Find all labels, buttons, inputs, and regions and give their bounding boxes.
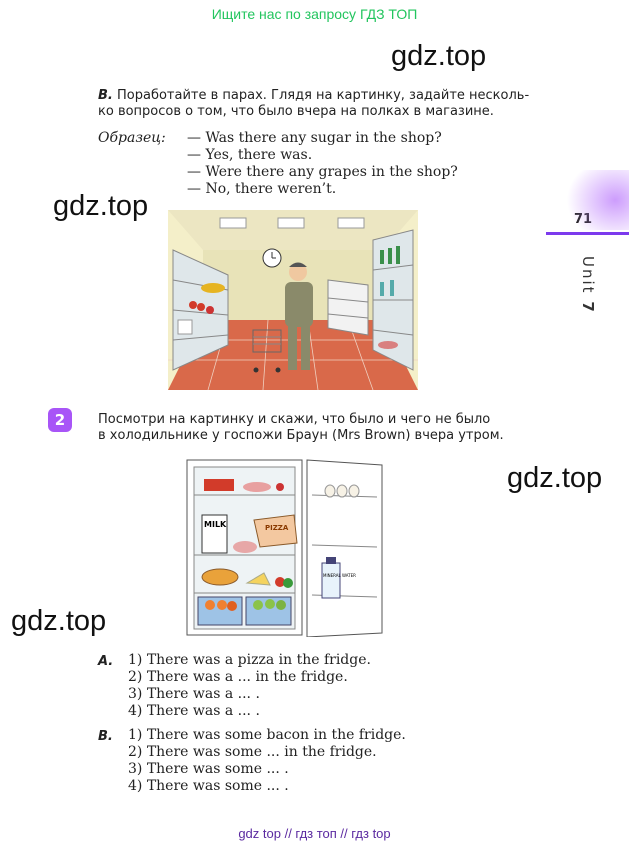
part-a-item-1: 1) There was a pizza in the fridge. [128, 652, 371, 668]
unit-divider [546, 232, 629, 235]
part-a-item-2: 2) There was a ... in the fridge. [128, 669, 348, 685]
part-b-item-1: 1) There was some bacon in the fridge. [128, 727, 406, 743]
part-a-label: A. [98, 654, 114, 669]
part-b-item-4: 4) There was some ... . [128, 778, 289, 794]
exercise-b-line2: ко вопросов о том, что было вчера на полках в магазине. [98, 104, 494, 119]
unit-word: Unit [579, 256, 597, 295]
sample-line-2: — Yes, there was. [187, 147, 313, 163]
pizza-label: PIZZA [265, 524, 289, 532]
part-a-item-3: 3) There was a ... . [128, 686, 260, 702]
top-banner: Ищите нас по запросу ГДЗ ТОП [211, 6, 418, 22]
sample-label: Образец: [98, 130, 166, 146]
part-b-item-3: 3) There was some ... . [128, 761, 289, 777]
sample-line-4: — No, there weren’t. [187, 181, 337, 197]
unit-number: 7 [579, 301, 597, 314]
exercise-2-line2: в холодильнике у госпожи Браун (Mrs Brown) вчера утром. [98, 428, 504, 443]
watermark-3: gdz.top [507, 462, 603, 494]
exercise-b-label: B. [98, 88, 113, 103]
unit-label [579, 256, 597, 314]
shop-illustration [168, 210, 418, 390]
decorative-glow [560, 170, 629, 230]
part-b-item-2: 2) There was some ... in the fridge. [128, 744, 377, 760]
sample-line-3: — Were there any grapes in the shop? [187, 164, 458, 180]
part-b-label: B. [98, 729, 113, 744]
water-label: MINERAL WATER [323, 573, 356, 578]
watermark-2: gdz.top [53, 190, 149, 222]
exercise-2-line1: Посмотри на картинку и скажи, что было и чего не было [98, 412, 491, 427]
part-a-item-4: 4) There was a ... . [128, 703, 260, 719]
watermark-1: gdz.top [391, 40, 487, 72]
watermark-4: gdz.top [11, 605, 107, 637]
footer-links[interactable]: gdz top // гдз топ // гдз top [238, 826, 391, 841]
fridge-illustration [182, 455, 387, 637]
milk-label: MILK [204, 520, 227, 529]
exercise-b-text-1: Поработайте в парах. Глядя на картинку, задайте несколь- [117, 88, 530, 103]
exercise-b-line1 [98, 88, 529, 104]
exercise-2-badge: 2 [48, 408, 72, 432]
sample-line-1: — Was there any sugar in the shop? [187, 130, 442, 146]
